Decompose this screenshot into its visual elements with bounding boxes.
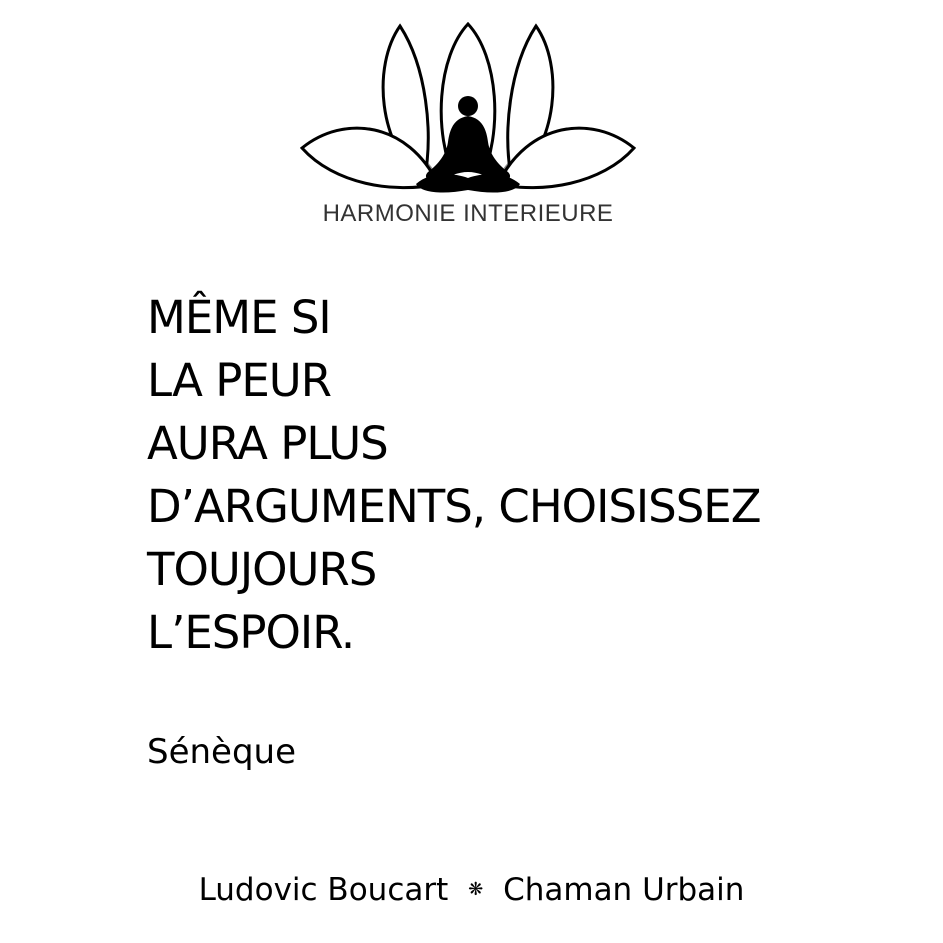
footer-signature <box>0 868 943 914</box>
quote-line: AURA PLUS <box>147 417 388 470</box>
quote-line: MÊME SI <box>147 291 331 344</box>
lotus-meditation-icon <box>300 22 636 202</box>
quote-line: D’ARGUMENTS, CHOISISSEZ <box>147 480 761 533</box>
footer-title: Chaman Urbain <box>503 872 745 908</box>
footer-name: Ludovic Boucart <box>198 872 449 908</box>
flower-separator-icon: ❋ <box>468 878 484 900</box>
brand-name: HARMONIE INTERIEURE <box>322 200 614 227</box>
quote-line: L’ESPOIR. <box>147 606 355 659</box>
quote-text <box>147 286 907 664</box>
quote-line: LA PEUR <box>147 354 331 407</box>
quote-line: TOUJOURS <box>147 543 377 596</box>
quote-author: Sénèque <box>147 732 297 772</box>
